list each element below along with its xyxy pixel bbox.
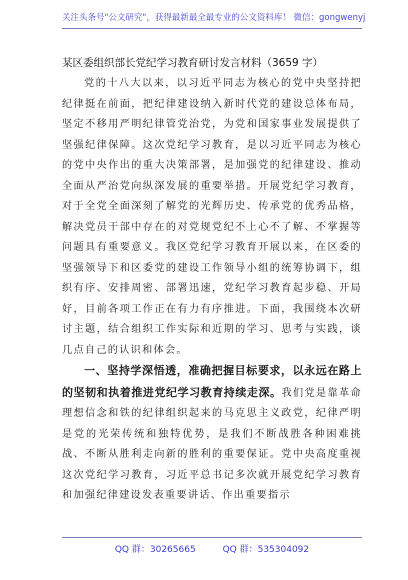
header-text: 关注头条号"公文研究"，获得最新最全最专业的公文资料库！ 微信：gongwenyj <box>62 13 366 23</box>
paragraph-section-1 <box>62 361 362 507</box>
footer-qq-group-1: QQ 群：30265665 <box>114 545 196 555</box>
document-title: 某区委组织部长党纪学习教育研讨发言材料（3659 字） <box>62 57 324 69</box>
paragraph-text: 我们党是靠革命理想信念和铁的纪律组织起来的马克思主义政党，纪律严明是党的光荣传统和独特优势，是我们不断战胜各种困难挑战、不断从胜利走向新的胜利的重要保证。党中央高度重视这次党纪学习教育，习近平总书记多次就开展党纪学习教育和加强纪律建设发表重要讲话、作出重要指示 <box>62 387 363 501</box>
section-heading: 一、坚持学深悟透，准确把握目标要求，以永远在路上的坚韧和执着推进党纪学习教育持续走深。 <box>62 364 362 399</box>
page-header <box>62 8 366 29</box>
page-footer <box>62 537 362 555</box>
paragraph-intro <box>62 74 362 361</box>
document-body <box>62 74 362 507</box>
footer-qq-group-2: QQ 群：535304092 <box>222 545 310 555</box>
paragraph-text: 党的十八大以来，以习近平同志为核心的党中央坚持把纪律挺在前面，把纪律建设纳入新时代党的建设总体布局，坚定不移用严明纪律管党治党，为党和国家事业发展提供了坚强纪律保障。这次党纪学习教育，是以习近平同志为核心的党中央作出的重大决策部署，是加强党的纪律建设、推动全面从严治党向纵深发展的重要举措。开展党纪学习教育，对于全党全面深刻了解党的光辉历史、传承党的优秀品格，解决党员干部中存在的对党规党纪不上心不了解、不掌握等问题具有重要意义。我区党纪学习教育开展以来，在区委的坚强领导下和区委党的建设工作领导小组的统筹协调下，组织有序、安排周密、部署迅速，党纪学习教育起步稳、开局好，目前各项工作正在有力有序推进。下面，我围绕本次研讨主题，结合组织工作实际和近期的学习、思考与实践，谈几点自己的认识和体会。 <box>62 78 362 356</box>
